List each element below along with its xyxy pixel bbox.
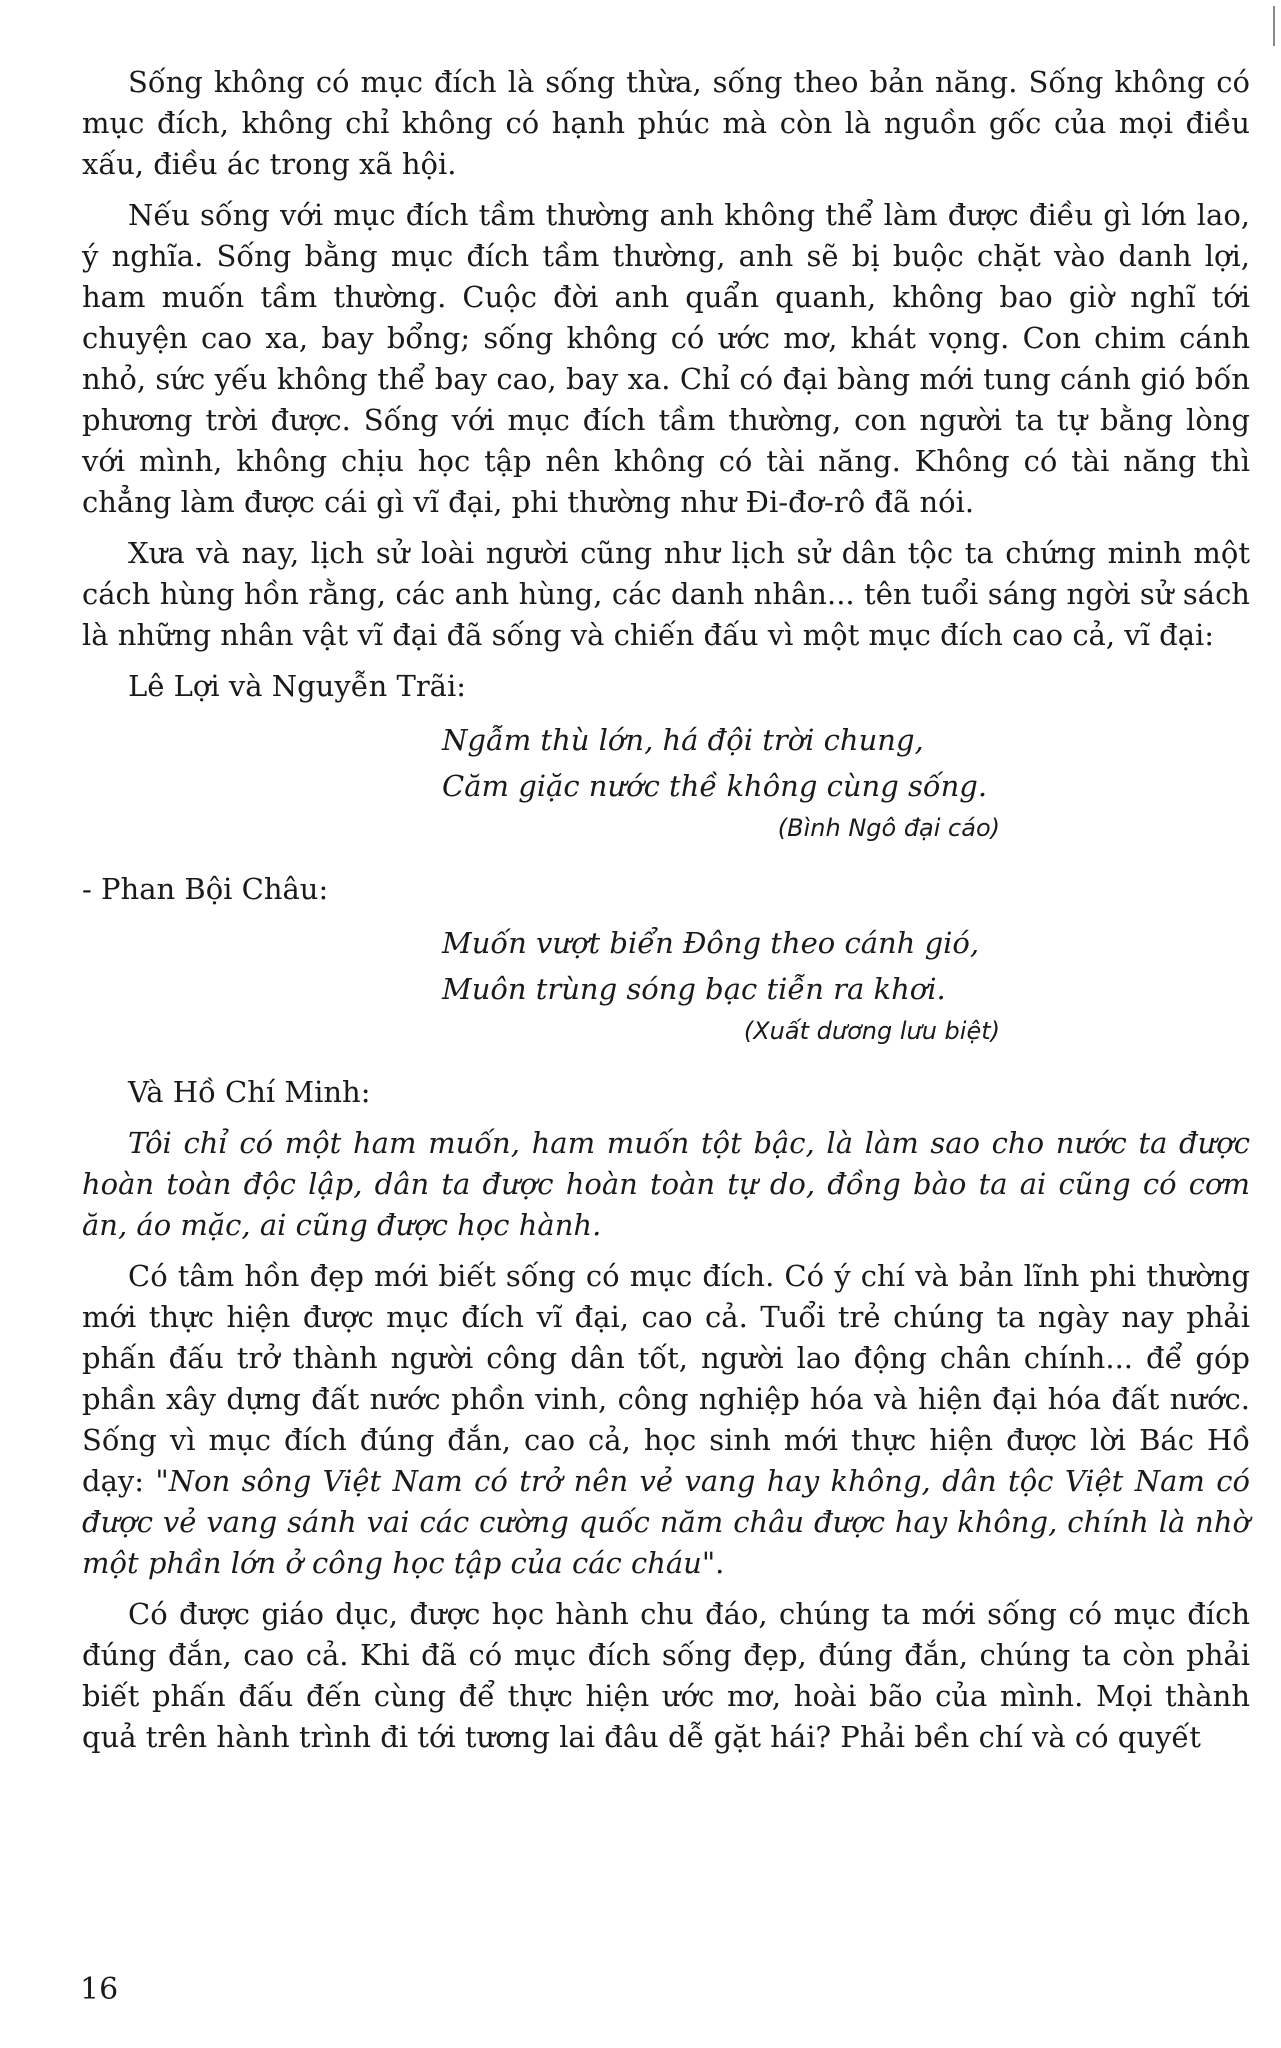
poem-binh-ngo-dai-cao [442,717,1250,809]
paragraph-5 [82,1256,1250,1584]
paragraph-5-text: Có tâm hồn đẹp mới biết sống có mục đích. Có ý chí và bản lĩnh phi thường mới thực hiện được mục đích vĩ đại, cao cả. Tuổi trẻ chúng ta ngày nay phải phấn đấu trở thành người công dân tốt, người lao động chân chính... để góp phần xây dựng đất nước phồn vinh, công nghiệp hóa và hiện đại hóa đất nước. Sống vì mục đích đúng đắn, cao cả, học sinh mới thực hiện được lời Bác Hồ dạy: [82,1259,1250,1498]
paragraph-2: Nếu sống với mục đích tầm thường anh không thể làm được điều gì lớn lao, ý nghĩa. Sống bằng mục đích tầm thường, anh sẽ bị buộc chặt vào danh lợi, ham muốn tầm thường. Cuộc đời anh quẩn quanh, không bao giờ nghĩ tới chuyện cao xa, bay bổng; sống không có ước mơ, khát vọng. Con chim cánh nhỏ, sức yếu không thể bay cao, bay xa. Chỉ có đại bàng mới tung cánh gió bốn phương trời được. Sống với mục đích tầm thường, con người ta tự bằng lòng với mình, không chịu học tập nên không có tài năng. Không có tài năng thì chẳng làm được cái gì vĩ đại, phi thường như Đi-đơ-rô đã nói. [82,198,1250,519]
page-edge-mark [1273,6,1275,46]
paragraph-5-end: . [715,1546,725,1580]
page-body [82,62,1250,1768]
ho-chi-minh-quote: Tôi chỉ có một ham muốn, ham muốn tột bậc, là làm sao cho nước ta được hoàn toàn độc lập, dân ta được hoàn toàn tự do, đồng bào ta ai cũng có cơm ăn, áo mặc, ai cũng được học hành. [82,1126,1250,1242]
poem-line: Ngẫm thù lớn, há đội trời chung, [442,723,924,757]
poem-source: (Xuất dương lưu biệt) [743,1017,1000,1045]
poem-source: (Bình Ngô đại cáo) [777,814,1000,842]
poem-xuat-duong-luu-biet [442,920,1250,1012]
paragraph-3: Xưa và nay, lịch sử loài người cũng như lịch sử dân tộc ta chứng minh một cách hùng hồn rằng, các anh hùng, các danh nhân... tên tuổi sáng ngời sử sách là những nhân vật vĩ đại đã sống và chiến đấu vì một mục đích cao cả, vĩ đại: [82,536,1250,652]
poem-line: Căm giặc nước thề không cùng sống. [442,769,988,803]
quote-label-phan-boi-chau: - Phan Bội Châu: [82,872,329,906]
poem-line: Muốn vượt biển Đông theo cánh gió, [442,926,980,960]
bac-ho-quote: "Non sông Việt Nam có trở nên vẻ vang hay không, dân tộc Việt Nam có được vẻ vang sánh vai các cường quốc năm châu được hay không, chính là nhờ một phần lớn ở công học tập của các cháu" [82,1464,1251,1580]
poem-line: Muôn trùng sóng bạc tiễn ra khơi. [442,972,946,1006]
quote-label-le-loi: Lê Lợi và Nguyễn Trãi: [128,669,467,703]
quote-label-ho-chi-minh: Và Hồ Chí Minh: [128,1075,371,1109]
page-number: 16 [80,1972,119,2007]
paragraph-1: Sống không có mục đích là sống thừa, sống theo bản năng. Sống không có mục đích, không chỉ không có hạnh phúc mà còn là nguồn gốc của mọi điều xấu, điều ác trong xã hội. [82,65,1250,181]
paragraph-6: Có được giáo dục, được học hành chu đáo, chúng ta mới sống có mục đích đúng đắn, cao cả. Khi đã có mục đích sống đẹp, đúng đắn, chúng ta còn phải biết phấn đấu đến cùng để thực hiện ước mơ, hoài bão của mình. Mọi thành quả trên hành trình đi tới tương lai đâu dễ gặt hái? Phải bền chí và có quyết [82,1597,1250,1754]
